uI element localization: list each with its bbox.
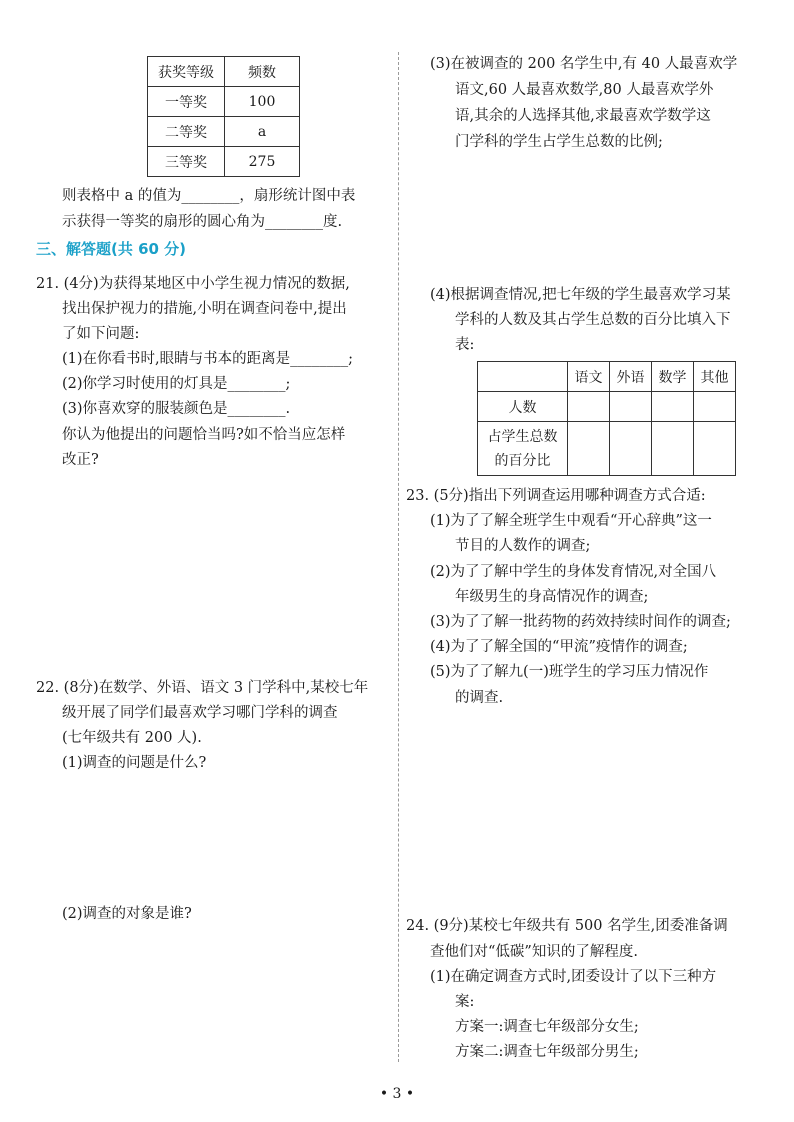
empty-answer-cell <box>652 392 694 422</box>
q22-sub3-line: 门学科的学生占学生总数的比例; <box>455 134 663 150</box>
q23-subquestion: (5)为了了解九(一)班学生的学习压力情况作 <box>430 664 709 680</box>
q21-line: 改正? <box>62 452 99 468</box>
table-cell: a <box>225 117 300 147</box>
table-cell: 一等奖 <box>148 87 225 117</box>
table-cell: 二等奖 <box>148 117 225 147</box>
q23-subquestion: (3)为了了解一批药物的药效持续时间作的调查; <box>430 614 731 630</box>
table-header: 获奖等级 <box>148 57 225 87</box>
table-cell: 三等奖 <box>148 147 225 177</box>
table-header: 其他 <box>694 362 736 392</box>
q23-line: 23. (5分)指出下列调查运用哪种调查方式合适: <box>406 488 706 504</box>
q20-line: 则表格中 a 的值为________，扇形统计图中表 <box>62 188 356 204</box>
q22-sub3-line: 语文,60 人最喜欢数学,80 人最喜欢学外 <box>455 82 714 98</box>
q21-subquestion: (1)在你看书时,眼睛与书本的距离是________; <box>62 351 354 367</box>
page-number: • 3 • <box>379 1086 415 1102</box>
q23-subquestion: 年级男生的身高情况作的调查; <box>455 589 649 605</box>
column-divider <box>398 52 399 1062</box>
q24-subquestion: 案: <box>455 994 475 1010</box>
table-header: 数学 <box>652 362 694 392</box>
table-cell: 100 <box>225 87 300 117</box>
q24-line: 24. (9分)某校七年级共有 500 名学生,团委准备调 <box>406 918 728 934</box>
q22-sub3-line: 语,其余的人选择其他,求最喜欢学数学这 <box>455 108 711 124</box>
table-cell: 275 <box>225 147 300 177</box>
q24-plan: 方案一:调查七年级部分女生; <box>455 1019 639 1035</box>
q22-sub4-line: 表: <box>455 337 475 353</box>
empty-answer-cell <box>610 422 652 476</box>
section-title: 三、解答题(共 60 分) <box>36 240 187 258</box>
q21-subquestion: (3)你喜欢穿的服装颜色是________. <box>62 401 291 417</box>
row-label <box>478 422 568 476</box>
q23-subquestion: 节目的人数作的调查; <box>455 538 591 554</box>
q22-sub4-line: 学科的人数及其占学生总数的百分比填入下 <box>455 312 731 328</box>
q23-subquestion: 的调查. <box>455 690 504 706</box>
row-label: 人数 <box>478 392 568 422</box>
q24-line: 查他们对“低碳”知识的了解程度. <box>430 944 638 960</box>
q23-subquestion: (1)为了了解全班学生中观看“开心辞典”这一 <box>430 513 712 529</box>
table-header <box>478 362 568 392</box>
table-header: 频数 <box>225 57 300 87</box>
table-header: 语文 <box>568 362 610 392</box>
q22-subquestion: (2)调查的对象是谁? <box>62 906 192 922</box>
empty-answer-cell <box>652 422 694 476</box>
q22-sub3-line: (3)在被调查的 200 名学生中,有 40 人最喜欢学 <box>430 56 738 72</box>
row-label-line: 占学生总数 <box>487 428 558 445</box>
q22-line: 级开展了同学们最喜欢学习哪门学科的调查 <box>62 705 338 721</box>
q20-line: 示获得一等奖的扇形的圆心角为________度. <box>62 214 343 230</box>
q21-line: 21. (4分)为获得某地区中小学生视力情况的数据, <box>36 276 350 292</box>
empty-answer-cell <box>568 422 610 476</box>
q21-line: 了如下问题: <box>62 326 140 342</box>
empty-answer-cell <box>568 392 610 422</box>
q22-sub4-line: (4)根据调查情况,把七年级的学生最喜欢学习某 <box>430 287 731 303</box>
row-label-line: 的百分比 <box>494 452 551 469</box>
empty-answer-cell <box>694 392 736 422</box>
q24-subquestion: (1)在确定调查方式时,团委设计了以下三种方 <box>430 969 717 985</box>
table-header: 外语 <box>610 362 652 392</box>
q21-subquestion: (2)你学习时使用的灯具是________; <box>62 376 291 392</box>
q23-subquestion: (2)为了了解中学生的身体发育情况,对全国八 <box>430 564 717 580</box>
q21-line: 找出保护视力的措施,小明在调查问卷中,提出 <box>62 301 347 317</box>
empty-answer-cell <box>694 422 736 476</box>
q21-line: 你认为他提出的问题恰当吗?如不恰当应怎样 <box>62 427 346 443</box>
q22-subquestion: (1)调查的问题是什么? <box>62 755 207 771</box>
subject-preference-table <box>477 361 736 476</box>
empty-answer-cell <box>610 392 652 422</box>
q22-line: (七年级共有 200 人). <box>62 730 202 746</box>
q23-subquestion: (4)为了了解全国的“甲流”疫情作的调查; <box>430 639 688 655</box>
q22-line: 22. (8分)在数学、外语、语文 3 门学科中,某校七年 <box>36 680 369 696</box>
q24-plan: 方案二:调查七年级部分男生; <box>455 1044 639 1060</box>
award-frequency-table <box>147 56 300 177</box>
